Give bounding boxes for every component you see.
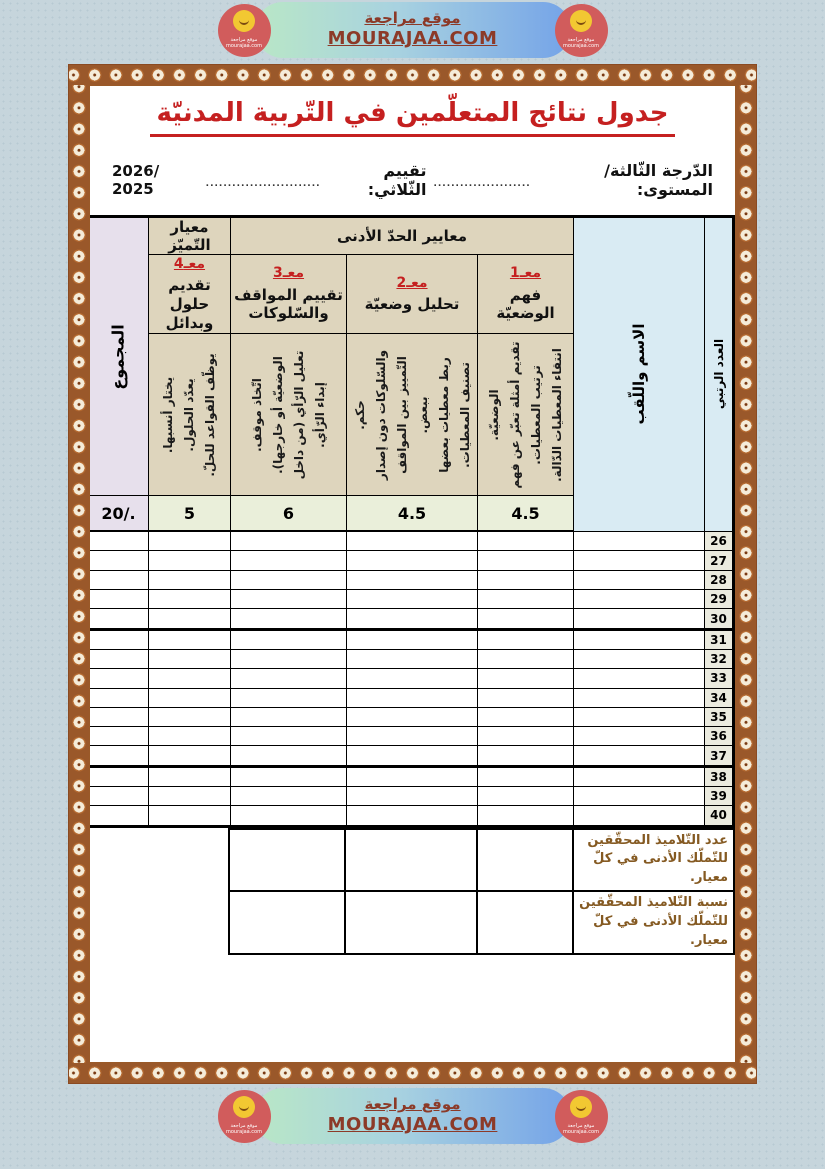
site-logo-icon <box>555 4 608 57</box>
criterion-3-code: معـ3 <box>272 265 305 282</box>
criterion-2-description <box>347 334 478 496</box>
logo-text-arabic: موقع مراجعة <box>567 1122 595 1129</box>
row-number-cell: 28 <box>705 570 734 589</box>
criterion-3-score-cell <box>230 551 346 570</box>
criterion-3-max-score: 6 <box>230 496 346 532</box>
row-total-cell <box>89 766 148 786</box>
ornament-border-bottom <box>69 1063 756 1083</box>
criterion-1-score-cell <box>478 806 574 826</box>
results-table <box>89 215 735 827</box>
row-total-cell <box>89 746 148 766</box>
criterion-3-header <box>230 255 346 334</box>
ornament-border-left <box>69 85 89 1063</box>
subtitle-line <box>90 161 735 199</box>
criterion-4-description <box>148 334 230 496</box>
level-blank-line: ...................... <box>433 179 531 190</box>
row-total-cell <box>89 590 148 609</box>
summary-row <box>229 829 734 892</box>
criterion-1-summary-cell <box>477 891 573 954</box>
criteria-description-line: تقديم أمثلة تعبّر عن فهم <box>508 341 522 489</box>
row-number-cell: 32 <box>705 649 734 668</box>
student-name-cell <box>574 806 705 826</box>
logo-text-arabic: موقع مراجعة <box>567 36 595 43</box>
criteria-description-line: والسّلوكات دون إصدار <box>373 349 388 480</box>
book-icon <box>233 1096 255 1118</box>
criterion-1-score-cell <box>478 669 574 688</box>
student-name-cell <box>574 590 705 609</box>
criterion-4-score-cell <box>148 806 230 826</box>
criterion-2-score-cell <box>347 727 478 746</box>
criterion-2-max-score: 4.5 <box>347 496 478 532</box>
page-sheet <box>68 64 757 1084</box>
student-name-cell <box>574 669 705 688</box>
criterion-2-score-cell <box>347 746 478 766</box>
site-logo-icon <box>555 1090 608 1143</box>
criterion-2-score-cell <box>347 707 478 726</box>
criterion-1-score-cell <box>478 609 574 629</box>
row-number-cell: 39 <box>705 787 734 806</box>
criteria-description-line: ببعض. <box>415 396 430 434</box>
row-number-cell: 31 <box>705 629 734 649</box>
site-link-banner[interactable] <box>255 2 571 58</box>
criteria-description-line: حكم. <box>352 399 367 430</box>
criterion-4-score-cell <box>148 746 230 766</box>
page-title: جدول نتائج المتعلّمين في التّربية المدنيّة <box>150 98 674 137</box>
student-row <box>89 590 734 609</box>
criterion-1-score-cell <box>478 649 574 668</box>
row-total-cell <box>89 649 148 668</box>
criterion-1-score-cell <box>478 629 574 649</box>
criterion-4-name: تقديم حلول وبدائل <box>165 276 214 332</box>
criterion-3-score-cell <box>230 746 346 766</box>
criterion-4-max-score: 5 <box>148 496 230 532</box>
criterion-1-header <box>478 255 574 334</box>
criterion-3-summary-cell <box>229 829 345 892</box>
summary-table <box>228 828 735 955</box>
criterion-4-header <box>148 255 230 334</box>
criterion-3-score-cell <box>230 707 346 726</box>
achieving-students-count-label: عدد التّلاميذ المحقّقين للتّملّك الأدنى في كلّ معيار. <box>573 829 734 892</box>
criterion-1-score-cell <box>478 766 574 786</box>
criterion-2-score-cell <box>347 806 478 826</box>
student-name-cell <box>574 629 705 649</box>
row-number-cell: 30 <box>705 609 734 629</box>
row-total-cell <box>89 688 148 707</box>
criterion-3-score-cell <box>230 688 346 707</box>
row-number-cell: 35 <box>705 707 734 726</box>
criterion-1-score-cell <box>478 570 574 589</box>
student-row <box>89 727 734 746</box>
criterion-3-score-cell <box>230 531 346 551</box>
student-row <box>89 531 734 551</box>
student-name-cell <box>574 531 705 551</box>
student-row <box>89 806 734 826</box>
excellence-criterion-header: معيار التّميّز <box>148 217 230 255</box>
criteria-description-line: يوظّف القواعد للحلّ. <box>203 353 218 477</box>
criterion-4-score-cell <box>148 766 230 786</box>
criterion-2-score-cell <box>347 766 478 786</box>
row-number-cell: 27 <box>705 551 734 570</box>
site-link-banner[interactable] <box>255 1088 571 1144</box>
criterion-4-score-cell <box>148 551 230 570</box>
criterion-1-max-score: 4.5 <box>478 496 574 532</box>
criterion-1-score-cell <box>478 727 574 746</box>
criterion-4-score-cell <box>148 531 230 551</box>
student-name-cell <box>574 688 705 707</box>
logo-text-arabic: موقع مراجعة <box>230 36 258 43</box>
criterion-4-code: معـ4 <box>173 255 206 272</box>
student-row <box>89 570 734 589</box>
row-number-cell: 36 <box>705 727 734 746</box>
criterion-1-score-cell <box>478 787 574 806</box>
criterion-2-score-cell <box>347 649 478 668</box>
criterion-1-score-cell <box>478 688 574 707</box>
book-icon <box>233 10 255 32</box>
row-number-cell: 26 <box>705 531 734 551</box>
criterion-2-score-cell <box>347 590 478 609</box>
criterion-3-summary-cell <box>229 891 345 954</box>
term-evaluation-label: تقييم الثّلاثي: <box>367 161 427 200</box>
achieving-students-percentage-label: نسبة التّلاميذ المحقّقين للتّملّك الأدنى في كلّ معيار. <box>573 891 734 954</box>
criteria-description-line: ربط معطيات بعضها <box>436 356 451 473</box>
row-number-cell: 40 <box>705 806 734 826</box>
student-row <box>89 609 734 629</box>
logo-text-arabic: موقع مراجعة <box>230 1122 258 1129</box>
criteria-description-line: يعدّد الحلول. <box>182 378 197 452</box>
criterion-3-name: تقييم المواقف والسّلوكات <box>234 285 343 323</box>
criterion-2-score-cell <box>347 570 478 589</box>
book-icon <box>570 10 592 32</box>
criterion-2-code: معـ2 <box>396 274 428 291</box>
criteria-description-line: تعليل الرّأي (من داخل <box>292 350 306 480</box>
total-max-score: 20/. <box>89 496 148 532</box>
student-row <box>89 649 734 668</box>
criterion-4-score-cell <box>148 787 230 806</box>
student-name-cell <box>574 707 705 726</box>
row-number-cell: 33 <box>705 669 734 688</box>
student-row <box>89 707 734 726</box>
criteria-description-line: الوضعيّة أو خارجها). <box>271 355 285 474</box>
criteria-description-line: اتّخاذ موقف. <box>250 377 264 452</box>
page-content <box>89 85 736 1063</box>
criterion-3-score-cell <box>230 649 346 668</box>
criterion-1-score-cell <box>478 531 574 551</box>
student-row <box>89 787 734 806</box>
criterion-2-score-cell <box>347 688 478 707</box>
site-name-arabic: موقع مراجعة <box>364 1095 461 1114</box>
serial-number-column-header: العدد الرتبي <box>705 217 734 532</box>
logo-text-url: mourajaa.com <box>562 43 599 49</box>
criterion-2-score-cell <box>347 531 478 551</box>
criterion-1-score-cell <box>478 551 574 570</box>
student-row <box>89 551 734 570</box>
criterion-2-score-cell <box>347 629 478 649</box>
site-url-link[interactable]: MOURAJAA.COM <box>327 28 498 50</box>
criterion-1-name: فهم الوضعيّة <box>496 285 555 323</box>
criterion-3-score-cell <box>230 787 346 806</box>
criterion-4-score-cell <box>148 649 230 668</box>
student-name-cell <box>574 787 705 806</box>
row-total-cell <box>89 727 148 746</box>
criteria-description-line: يختار أنسبها. <box>161 376 176 453</box>
criterion-3-score-cell <box>230 609 346 629</box>
row-total-cell <box>89 551 148 570</box>
criterion-3-description <box>230 334 346 496</box>
criterion-3-score-cell <box>230 590 346 609</box>
student-row <box>89 669 734 688</box>
logo-text-url: mourajaa.com <box>562 1129 599 1135</box>
criterion-4-score-cell <box>148 727 230 746</box>
site-url-link[interactable]: MOURAJAA.COM <box>327 1114 498 1136</box>
criteria-description-line: التّمييز بين المواقف <box>394 355 409 474</box>
student-row <box>89 688 734 707</box>
row-total-cell <box>89 531 148 551</box>
criteria-description-line: الوضعيّة. <box>487 389 501 441</box>
criterion-3-score-cell <box>230 669 346 688</box>
row-total-cell <box>89 707 148 726</box>
criterion-4-score-cell <box>148 707 230 726</box>
total-column-header: المجموع <box>89 217 148 496</box>
row-number-cell: 34 <box>705 688 734 707</box>
student-row <box>89 746 734 766</box>
criteria-description-line: إبداء الرّأي. <box>313 381 327 448</box>
student-name-column-header: الاسم واللّقب <box>574 217 705 532</box>
logo-text-url: mourajaa.com <box>225 1129 262 1135</box>
criterion-3-score-cell <box>230 766 346 786</box>
criterion-2-header <box>347 255 478 334</box>
book-icon <box>570 1096 592 1118</box>
criterion-1-description <box>478 334 574 496</box>
row-number-cell: 37 <box>705 746 734 766</box>
term-blank-line: .......................... <box>205 179 321 190</box>
criterion-2-summary-cell <box>345 829 477 892</box>
criterion-4-score-cell <box>148 688 230 707</box>
criterion-1-score-cell <box>478 746 574 766</box>
top-banner <box>0 2 825 58</box>
criteria-description-line: انتقاء المعطيات الدّالة. <box>550 347 564 482</box>
grade-level-label: الدّرجة الثّالثة/ المستوى: <box>604 161 713 200</box>
student-name-cell <box>574 649 705 668</box>
criterion-4-score-cell <box>148 609 230 629</box>
row-total-cell <box>89 609 148 629</box>
row-number-cell: 29 <box>705 590 734 609</box>
school-year-value: 2026/ 2025 <box>112 162 160 199</box>
bottom-banner <box>0 1088 825 1144</box>
row-total-cell <box>89 629 148 649</box>
row-total-cell <box>89 806 148 826</box>
criterion-2-score-cell <box>347 669 478 688</box>
criterion-4-score-cell <box>148 570 230 589</box>
student-name-cell <box>574 766 705 786</box>
criterion-2-score-cell <box>347 609 478 629</box>
criterion-2-summary-cell <box>345 891 477 954</box>
row-number-cell: 38 <box>705 766 734 786</box>
criterion-4-score-cell <box>148 629 230 649</box>
criterion-3-score-cell <box>230 806 346 826</box>
student-row <box>89 766 734 786</box>
criterion-2-score-cell <box>347 551 478 570</box>
criterion-4-score-cell <box>148 590 230 609</box>
criterion-1-score-cell <box>478 590 574 609</box>
criterion-3-score-cell <box>230 570 346 589</box>
criterion-3-score-cell <box>230 727 346 746</box>
site-logo-icon <box>218 1090 271 1143</box>
criteria-description-line: تصنيف المعطيات. <box>457 361 472 468</box>
criteria-description-line: ترتيب المعطيات. <box>529 364 543 465</box>
ornament-border-top <box>69 65 756 85</box>
student-name-cell <box>574 609 705 629</box>
criterion-1-score-cell <box>478 707 574 726</box>
summary-row <box>229 891 734 954</box>
student-row <box>89 629 734 649</box>
site-name-arabic: موقع مراجعة <box>364 9 461 28</box>
criterion-4-score-cell <box>148 669 230 688</box>
student-name-cell <box>574 727 705 746</box>
student-name-cell <box>574 551 705 570</box>
logo-text-url: mourajaa.com <box>225 43 262 49</box>
row-total-cell <box>89 669 148 688</box>
row-total-cell <box>89 787 148 806</box>
criterion-2-score-cell <box>347 787 478 806</box>
student-name-cell <box>574 746 705 766</box>
criterion-2-name: تحليل وضعيّة <box>364 295 460 314</box>
criterion-3-score-cell <box>230 629 346 649</box>
student-name-cell <box>574 570 705 589</box>
criterion-1-code: معـ1 <box>509 265 542 282</box>
minimum-criteria-header: معايير الحدّ الأدنى <box>230 217 573 255</box>
ornament-border-right <box>736 85 756 1063</box>
row-total-cell <box>89 570 148 589</box>
criterion-1-summary-cell <box>477 829 573 892</box>
site-logo-icon <box>218 4 271 57</box>
